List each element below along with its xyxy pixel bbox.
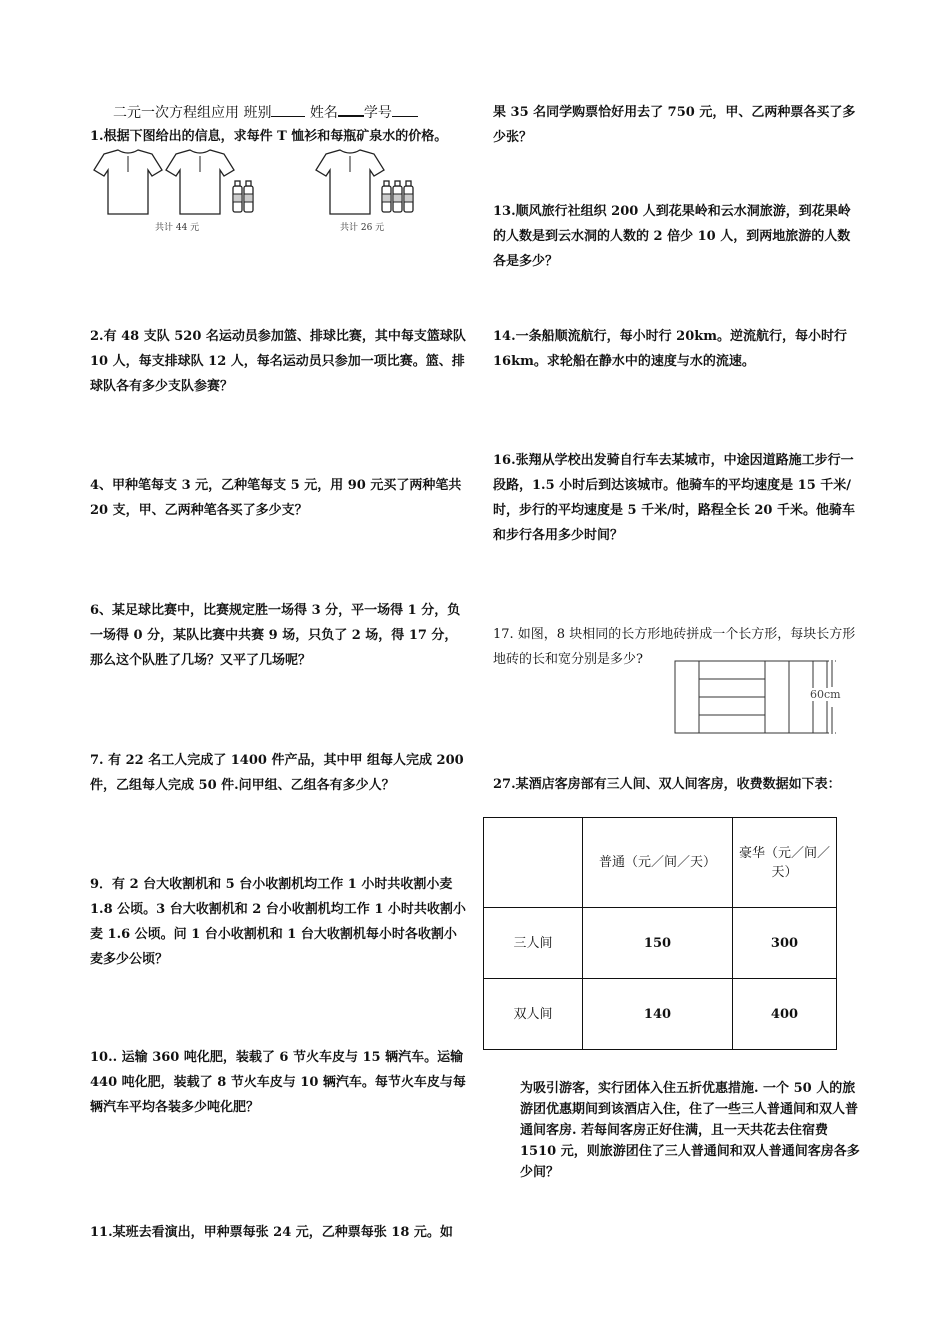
question-9: 9．有 2 台大收割机和 5 台小收割机均工作 1 小时共收割小麦 1.8 公顷。3 台大收割机和 2 台小收割机均工作 1 小时共收割小麦 1.6 公顷。问 1 台小收割机和 1 台大收割机每小时各收割小麦多少公顷？ <box>90 877 466 967</box>
id-label: 学号 <box>363 105 392 121</box>
table-cell: 140 <box>583 979 733 1050</box>
name-blank[interactable] <box>338 101 364 117</box>
id-blank[interactable] <box>392 102 418 117</box>
question-17: 17. 如图，8 块相同的长方形地砖拼成一个长方形，每块长方形地砖的长和宽分别是多少? <box>493 627 856 667</box>
caption-right: 共计 26 元 <box>340 223 385 233</box>
question-27: 27.某酒店客房部有三人间、双人间客房，收费数据如下表： <box>493 777 841 792</box>
question-6: 6、某足球比赛中，比赛规定胜一场得 3 分，平一场得 1 分，负一场得 0 分，某队比赛中共赛 9 场，只负了 2 场，得 17 分，那么这个队胜了几场？又平了几场呢？ <box>90 603 461 668</box>
question-7: 7. 有 22 名工人完成了 1400 件产品，其中甲 组每人完成 200 件，乙组每人完成 50 件.问甲组、乙组各有多少人？ <box>90 753 464 793</box>
name-label: 姓名 <box>309 105 338 121</box>
table-row <box>484 979 837 1050</box>
question-14: 14.一条船顺流航行，每小时行 20km。逆流航行，每小时行 16km。求轮船在静水中的速度与水的流速。 <box>493 329 847 369</box>
question-4: 4、甲种笔每支 3 元，乙种笔每支 5 元，用 90 元买了两种笔共 20 支，甲、乙两种笔各买了多少支？ <box>90 478 462 518</box>
table-row-label: 三人间 <box>484 908 583 979</box>
table-cell: 300 <box>733 908 837 979</box>
table-cell: 150 <box>583 908 733 979</box>
worksheet-title <box>113 101 418 124</box>
title-text: 二元一次方程组应用 <box>113 105 239 121</box>
question-1: 1.根据下图给出的信息，求每件 T 恤衫和每瓶矿泉水的价格。 <box>90 129 448 144</box>
question-10: 10.. 运输 360 吨化肥，装载了 6 节火车皮与 15 辆汽车。运输 440 吨化肥，装载了 8 节火车皮与 10 辆汽车。每节火车皮与每辆汽车平均各装多少吨化肥？ <box>90 1050 466 1115</box>
dim-label: 60cm <box>810 688 841 701</box>
table-row-label: 双人间 <box>484 979 583 1050</box>
question-16: 16.张翔从学校出发骑自行车去某城市，中途因道路施工步行一段路，1.5 小时后到达该城市。他骑车的平均速度是 15 千米/时，步行的平均速度是 5 千米/时，路程全长 20 千米。他骑车和步行各用多少时间？ <box>493 453 855 543</box>
table-header-cell: 普通（元／间／天） <box>583 818 733 908</box>
question-11-continued: 果 35 名同学购票恰好用去了 750 元，甲、乙两种票各买了多少张？ <box>493 105 856 145</box>
question-27-note: 为吸引游客，实行团体入住五折优惠措施. 一个 50 人的旅游团优惠期间到该酒店入住，住了一些三人普通间和双人普通间客房. 若每间客房正好住满，且一天共花去住宿费 1510 元，则旅游团住了三人普通间和双人普通间客房各多少间？ <box>520 1081 860 1180</box>
question-13: 13.顺风旅行社组织 200 人到花果岭和云水洞旅游，到花果岭的人数是到云水洞的人数的 2 倍少 10 人，到两地旅游的人数各是多少？ <box>493 204 851 269</box>
table-row <box>484 908 837 979</box>
tshirt-bottles-picture-left <box>90 148 265 218</box>
class-label: 班别 <box>243 105 272 121</box>
question-2: 2.有 48 支队 520 名运动员参加篮、排球比赛，其中每支篮球队 10 人，每支排球队 12 人，每名运动员只参加一项比赛。篮、排球队各有多少支队参赛？ <box>90 329 466 394</box>
caption-left: 共计 44 元 <box>155 223 200 233</box>
class-blank[interactable] <box>271 102 305 117</box>
table-header-row <box>484 818 837 908</box>
question-11: 11.某班去看演出，甲种票每张 24 元，乙种票每张 18 元。如 <box>90 1225 453 1240</box>
table-cell: 400 <box>733 979 837 1050</box>
fee-table <box>483 817 837 1050</box>
tshirt-bottles-picture-right <box>312 148 422 218</box>
table-header-cell: 豪华（元／间／天） <box>733 818 837 908</box>
table-header-cell <box>484 818 583 908</box>
